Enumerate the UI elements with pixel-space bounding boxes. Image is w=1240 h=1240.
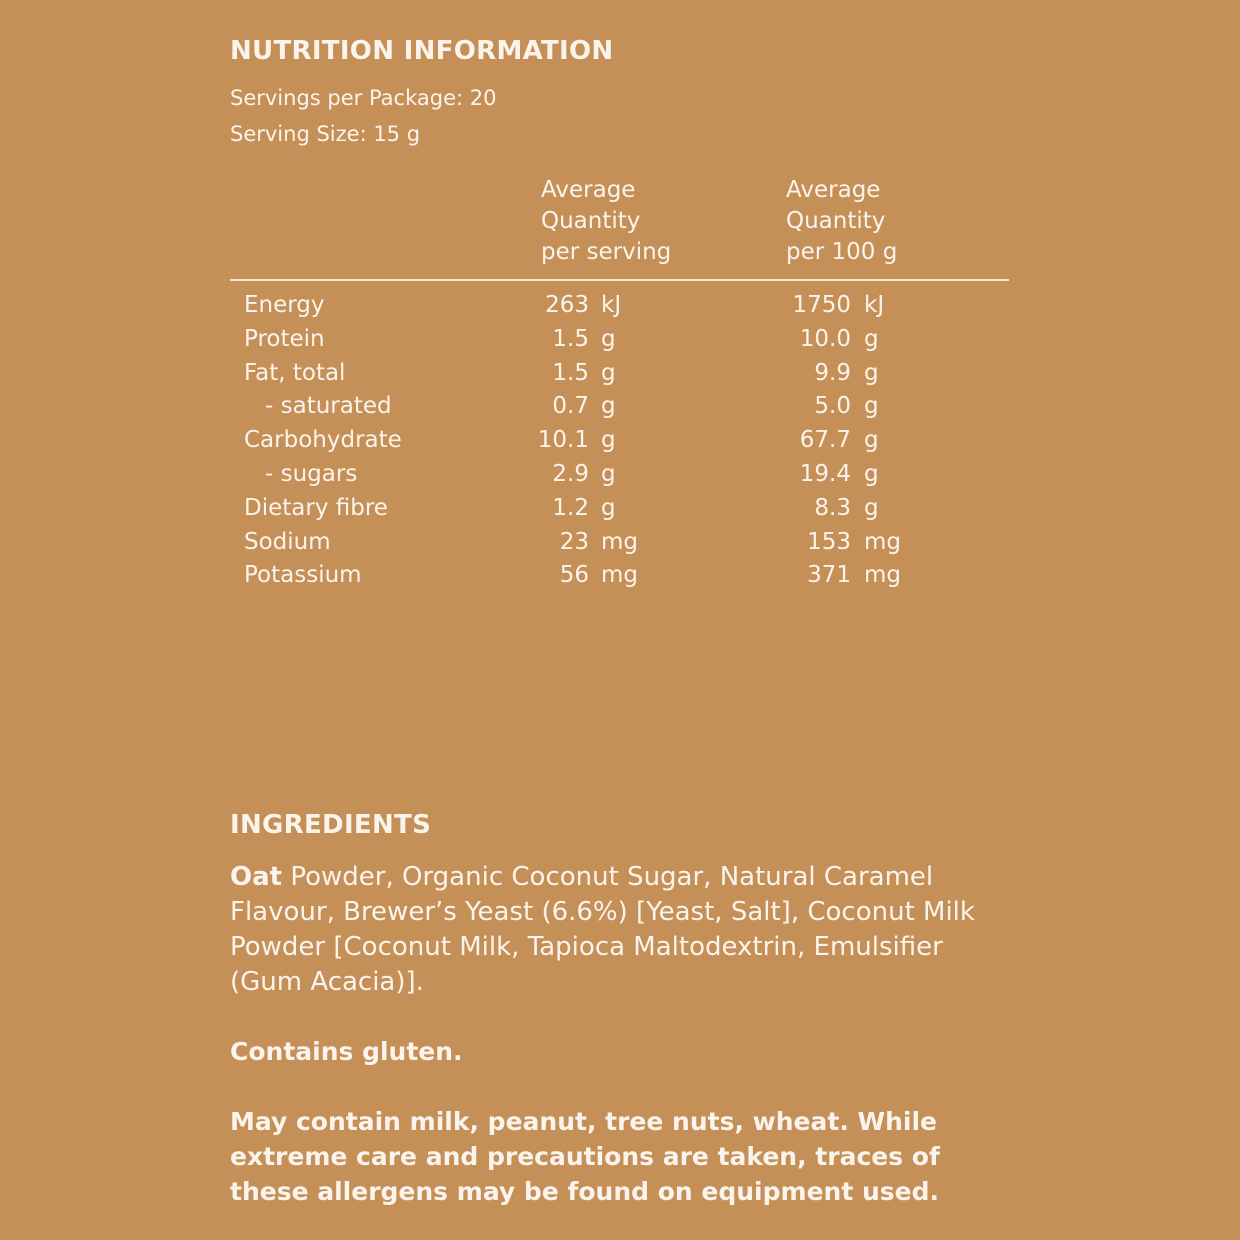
table-row (230, 357, 1009, 391)
serving-unit: g (601, 359, 616, 386)
per100-unit: g (864, 325, 879, 352)
serving-unit: g (601, 325, 616, 352)
column-header-line: per 100 g (786, 239, 898, 265)
per100-value: 1750 (792, 292, 851, 318)
per100-unit: g (864, 427, 879, 454)
table-row (230, 289, 1009, 323)
per100-unit: g (864, 460, 879, 487)
per100-unit: kJ (864, 292, 885, 318)
serving-value: 263 (545, 292, 589, 318)
serving-value: 1.2 (552, 494, 589, 521)
per100-value: 9.9 (814, 359, 851, 386)
serving-unit: g (601, 427, 616, 454)
ingredients-title: INGREDIENTS (230, 810, 432, 840)
contains-statement: Contains gluten. (230, 1037, 463, 1066)
column-header-line: Average (541, 177, 636, 203)
ingredients-list (230, 860, 990, 1000)
serving-unit: mg (601, 562, 639, 589)
table-row (230, 559, 1009, 593)
nutrient-name: - sugars (265, 460, 358, 487)
per100-unit: mg (864, 562, 902, 589)
serving-value: 0.7 (552, 393, 589, 420)
column-header-line: Quantity (786, 208, 886, 234)
serving-value: 23 (559, 528, 589, 555)
table-row (230, 323, 1009, 357)
serving-value: 2.9 (552, 460, 589, 487)
serving-value: 56 (559, 562, 589, 589)
nutrition-table (230, 289, 1009, 593)
per100-value: 19.4 (799, 460, 851, 487)
table-divider (230, 279, 1009, 281)
per100-value: 153 (807, 528, 851, 555)
column-header-per-serving (541, 175, 671, 268)
column-header-per-100g (786, 175, 897, 268)
serving-unit: g (601, 494, 616, 521)
nutrient-name: Potassium (244, 562, 362, 589)
column-header-line: per serving (541, 239, 672, 265)
column-header-line: Average (786, 177, 881, 203)
serving-value: 1.5 (552, 359, 589, 386)
per100-unit: g (864, 494, 879, 521)
per100-unit: g (864, 393, 879, 420)
may-contain-statement: May contain milk, peanut, tree nuts, wheat. While extreme care and precautions are taken, traces of these allergens may be found on equipment used. (230, 1107, 940, 1206)
per100-value: 5.0 (814, 393, 851, 420)
ingredients-text: Powder, Organic Coconut Sugar, Natural Caramel Flavour, Brewer’s Yeast (6.6%) [Yeast, Salt], Coconut Milk Powder [Coconut Milk, Tapioca Maltodextrin, Emulsifier (Gum Acacia)]. (230, 862, 975, 997)
ingredients-lead-word: Oat (230, 862, 283, 892)
nutrient-name: Sodium (244, 528, 331, 555)
nutrient-name: Carbohydrate (244, 427, 402, 454)
nutrient-name: Protein (244, 325, 325, 352)
serving-value: 10.1 (537, 427, 589, 454)
nutrient-name: Dietary fibre (244, 494, 388, 521)
servings-per-package: Servings per Package: 20 (230, 86, 497, 110)
table-row (230, 424, 1009, 458)
table-row (230, 458, 1009, 492)
serving-unit: kJ (601, 292, 622, 318)
table-row (230, 526, 1009, 560)
per100-value: 371 (807, 562, 851, 589)
per100-unit: mg (864, 528, 902, 555)
serving-unit: g (601, 393, 616, 420)
serving-value: 1.5 (552, 325, 589, 352)
per100-value: 8.3 (814, 494, 851, 521)
per100-value: 67.7 (799, 427, 851, 454)
table-row (230, 390, 1009, 424)
per100-unit: g (864, 359, 879, 386)
nutrient-name: Fat, total (244, 359, 346, 386)
serving-unit: mg (601, 528, 639, 555)
per100-value: 10.0 (799, 325, 851, 352)
nutrient-name: - saturated (265, 393, 392, 420)
label-panel (230, 0, 1020, 1240)
nutrition-title: NUTRITION INFORMATION (230, 36, 614, 66)
table-row (230, 492, 1009, 526)
column-header-line: Quantity (541, 208, 641, 234)
nutrient-name: Energy (244, 292, 325, 318)
serving-unit: g (601, 460, 616, 487)
serving-size: Serving Size: 15 g (230, 122, 421, 146)
